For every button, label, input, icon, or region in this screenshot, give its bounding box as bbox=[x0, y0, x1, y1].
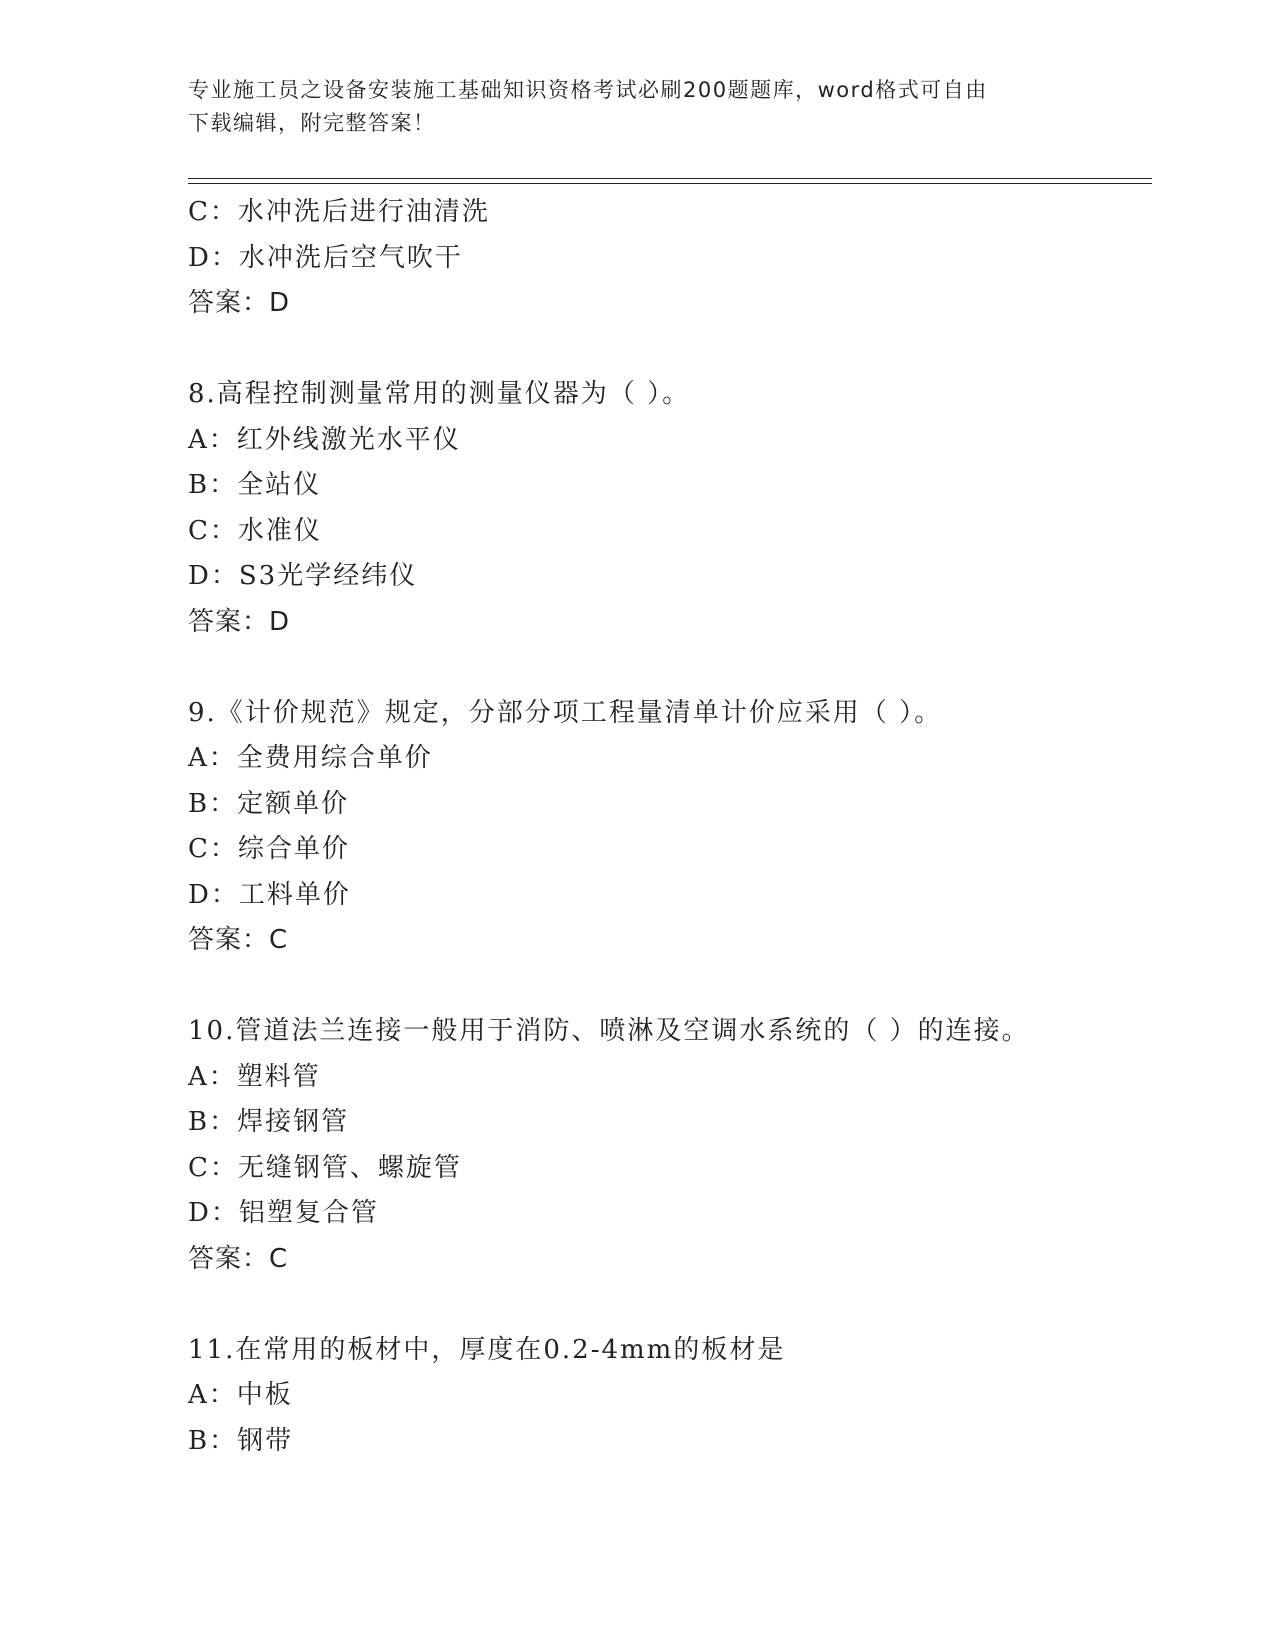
answer: 答案：C bbox=[188, 1243, 289, 1274]
header-divider-top bbox=[188, 178, 1152, 179]
option-d: D：水冲洗后空气吹干 bbox=[188, 242, 463, 273]
question-list bbox=[188, 190, 1148, 1464]
question-9 bbox=[188, 691, 1148, 964]
option-a: A：红外线激光水平仪 bbox=[188, 424, 461, 455]
header-line-1: 专业施工员之设备安装施工基础知识资格考试必刷200题题库，word格式可自由 bbox=[188, 78, 988, 102]
option-a: A：全费用综合单价 bbox=[188, 743, 433, 773]
header-divider-bottom bbox=[188, 183, 1152, 184]
question-stem: 9.《计价规范》规定，分部分项工程量清单计价应采用（ ）。 bbox=[188, 697, 943, 728]
question-stem: 8.高程控制测量常用的测量仪器为（ ）。 bbox=[188, 379, 691, 409]
option-a: A：中板 bbox=[188, 1380, 293, 1410]
option-c: C：综合单价 bbox=[188, 834, 350, 864]
option-c: C：无缝钢管、螺旋管 bbox=[188, 1152, 462, 1183]
option-a: A：塑料管 bbox=[188, 1061, 321, 1092]
header-line-2: 下载编辑，附完整答案！ bbox=[188, 111, 436, 135]
option-c: C：水准仪 bbox=[188, 515, 322, 546]
answer: 答案：C bbox=[188, 925, 289, 955]
question-8 bbox=[188, 372, 1148, 645]
question-stem: 10.管道法兰连接一般用于消防、喷淋及空调水系统的（ ）的连接。 bbox=[188, 1016, 1030, 1046]
option-d: D：S3光学经纬仪 bbox=[188, 561, 418, 591]
option-d: D：铝塑复合管 bbox=[188, 1198, 379, 1228]
option-d: D：工料单价 bbox=[188, 879, 351, 910]
answer: 答案：D bbox=[188, 288, 291, 318]
option-b: B：钢带 bbox=[188, 1425, 294, 1456]
option-c: C：水冲洗后进行油清洗 bbox=[188, 197, 490, 227]
option-b: B：全站仪 bbox=[188, 470, 322, 500]
question-stem: 11.在常用的板材中，厚度在0.2-4mm的板材是 bbox=[188, 1334, 786, 1365]
question-11 bbox=[188, 1328, 1148, 1465]
document-header bbox=[188, 74, 1068, 140]
option-b: B：焊接钢管 bbox=[188, 1107, 350, 1137]
question-7-continuation bbox=[188, 190, 1148, 327]
question-10 bbox=[188, 1009, 1148, 1282]
option-b: B：定额单价 bbox=[188, 788, 350, 819]
answer: 答案：D bbox=[188, 606, 291, 637]
